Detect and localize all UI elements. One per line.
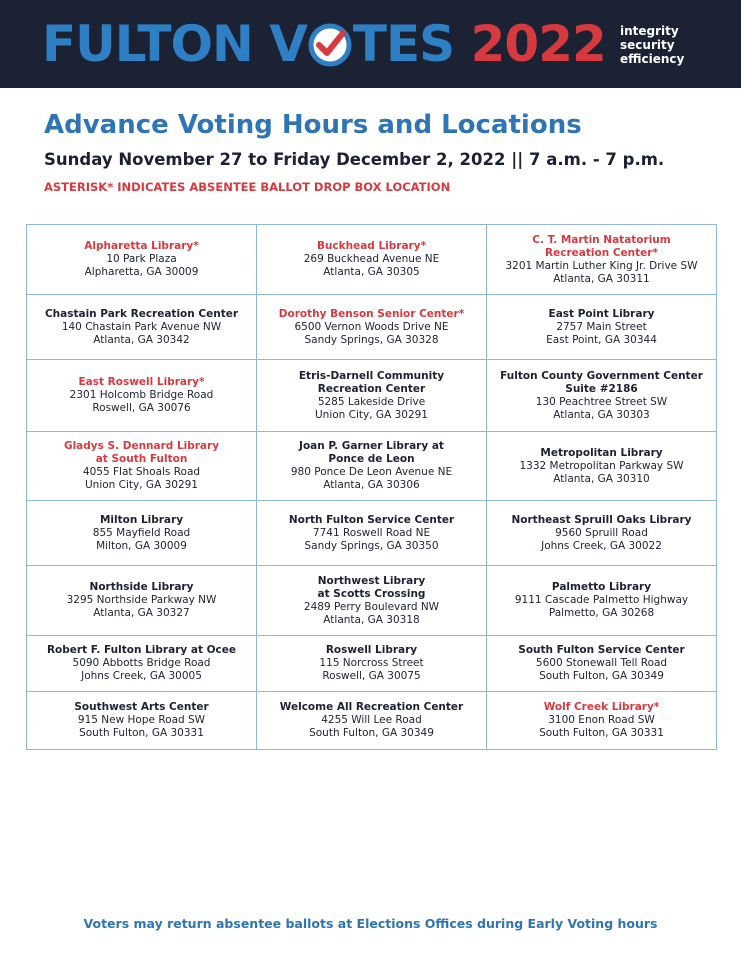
checkmark-ballot-icon bbox=[308, 23, 352, 67]
location-city: Johns Creek, GA 30005 bbox=[81, 670, 202, 682]
location-street: 269 Buckhead Avenue NE bbox=[303, 253, 440, 265]
location-cell bbox=[487, 432, 717, 501]
location-cell bbox=[27, 432, 257, 501]
location-name: East Point Library bbox=[548, 307, 655, 320]
location-city: East Point, GA 30344 bbox=[546, 333, 657, 346]
location-name: at South Fulton bbox=[95, 453, 188, 465]
location-city: Union City, GA 30291 bbox=[85, 479, 198, 491]
location-city: South Fulton, GA 30349 bbox=[539, 670, 664, 682]
location-city: Union City, GA 30291 bbox=[315, 408, 428, 421]
table-row bbox=[27, 501, 717, 566]
location-cell bbox=[487, 636, 717, 692]
location-name: Alpharetta Library* bbox=[84, 240, 199, 252]
location-name: North Fulton Service Center bbox=[288, 513, 455, 526]
location-name: Recreation Center* bbox=[545, 246, 658, 259]
location-name: Chastain Park Recreation Center bbox=[44, 307, 239, 320]
location-name: Northside Library bbox=[89, 581, 194, 593]
location-cell bbox=[27, 692, 257, 750]
locations-table bbox=[26, 224, 717, 750]
brand-text-tes: TES bbox=[352, 15, 455, 73]
location-cell bbox=[487, 225, 717, 295]
location-city: Roswell, GA 30075 bbox=[322, 670, 421, 682]
location-street: 9560 Spruill Road bbox=[555, 526, 648, 539]
location-street: 3201 Martin Luther King Jr. Drive SW bbox=[505, 259, 698, 272]
location-street: 5285 Lakeside Drive bbox=[317, 395, 426, 408]
location-street: 4255 Will Lee Road bbox=[321, 714, 422, 726]
location-street: 2301 Holcomb Bridge Road bbox=[69, 389, 214, 401]
location-name: South Fulton Service Center bbox=[518, 644, 685, 656]
location-street: 855 Mayfield Road bbox=[92, 526, 191, 539]
location-street: 130 Peachtree Street SW bbox=[535, 395, 668, 408]
location-city: South Fulton, GA 30331 bbox=[79, 727, 204, 739]
table-row bbox=[27, 295, 717, 360]
location-name: Welcome All Recreation Center bbox=[279, 701, 464, 713]
location-cell bbox=[257, 432, 487, 501]
location-name: Milton Library bbox=[99, 513, 184, 526]
location-cell bbox=[257, 566, 487, 636]
location-cell bbox=[257, 501, 487, 566]
location-street: 1332 Metropolitan Parkway SW bbox=[519, 459, 684, 472]
table-row bbox=[27, 566, 717, 636]
location-city: Atlanta, GA 30310 bbox=[553, 472, 650, 485]
location-name: Robert F. Fulton Library at Ocee bbox=[46, 644, 237, 656]
location-street: 7741 Roswell Road NE bbox=[312, 526, 431, 539]
footer-note: Voters may return absentee ballots at Elections Offices during Early Voting hours bbox=[83, 916, 658, 931]
location-street: 2489 Perry Boulevard NW bbox=[303, 600, 440, 613]
tagline-security: security bbox=[620, 38, 675, 52]
location-city: Atlanta, GA 30318 bbox=[323, 613, 420, 626]
location-name: Roswell Library bbox=[325, 644, 418, 656]
location-street: 6500 Vernon Woods Drive NE bbox=[294, 320, 449, 333]
table-row bbox=[27, 225, 717, 295]
location-city: Sandy Springs, GA 30350 bbox=[304, 539, 439, 552]
tagline-efficiency: efficiency bbox=[620, 52, 685, 66]
page-title: Advance Voting Hours and Locations bbox=[44, 110, 582, 140]
location-name: Northwest Library bbox=[317, 574, 426, 587]
location-city: Atlanta, GA 30305 bbox=[323, 266, 420, 278]
location-street: 2757 Main Street bbox=[556, 320, 647, 333]
brand-year: 2022 bbox=[470, 15, 606, 73]
drop-box-note: ASTERISK* INDICATES ABSENTEE BALLOT DROP BOX LOCATION bbox=[44, 180, 451, 194]
location-cell bbox=[487, 692, 717, 750]
location-city: Palmetto, GA 30268 bbox=[548, 607, 655, 619]
location-name: Metropolitan Library bbox=[540, 446, 663, 459]
location-name: Southwest Arts Center bbox=[74, 701, 209, 713]
location-street: 5090 Abbotts Bridge Road bbox=[72, 657, 211, 669]
location-city: South Fulton, GA 30349 bbox=[309, 727, 434, 739]
location-name: Etris-Darnell Community bbox=[298, 369, 445, 382]
table-row bbox=[27, 432, 717, 501]
table-row bbox=[27, 692, 717, 750]
brand-text-fulton-v: FULTON V bbox=[42, 15, 307, 73]
location-name: Northeast Spruill Oaks Library bbox=[511, 513, 692, 526]
location-cell bbox=[487, 566, 717, 636]
location-street: 10 Park Plaza bbox=[106, 253, 177, 265]
location-cell bbox=[487, 360, 717, 432]
location-city: South Fulton, GA 30331 bbox=[539, 727, 664, 739]
location-city: Atlanta, GA 30306 bbox=[323, 479, 420, 491]
location-city: Roswell, GA 30076 bbox=[92, 402, 191, 414]
location-name: at Scotts Crossing bbox=[317, 587, 426, 600]
table-row bbox=[27, 360, 717, 432]
tagline-integrity: integrity bbox=[620, 24, 679, 38]
table-row bbox=[27, 636, 717, 692]
location-name: Gladys S. Dennard Library bbox=[63, 440, 220, 452]
tagline bbox=[620, 24, 684, 66]
location-name: Palmetto Library bbox=[551, 581, 652, 593]
location-cell bbox=[27, 636, 257, 692]
location-cell bbox=[487, 295, 717, 360]
location-name: Buckhead Library* bbox=[316, 240, 427, 252]
location-city: Atlanta, GA 30311 bbox=[553, 272, 650, 285]
location-city: Atlanta, GA 30342 bbox=[93, 333, 190, 346]
location-city: Johns Creek, GA 30022 bbox=[541, 539, 662, 552]
location-name: Suite #2186 bbox=[565, 382, 638, 395]
location-cell bbox=[487, 501, 717, 566]
location-name: Recreation Center bbox=[317, 382, 426, 395]
location-cell bbox=[257, 295, 487, 360]
location-street: 3295 Northside Parkway NW bbox=[66, 594, 217, 606]
location-cell bbox=[257, 225, 487, 295]
location-city: Atlanta, GA 30327 bbox=[93, 607, 190, 619]
location-street: 4055 Flat Shoals Road bbox=[82, 466, 201, 478]
location-name: Joan P. Garner Library at bbox=[299, 440, 444, 452]
location-cell bbox=[257, 360, 487, 432]
location-name: East Roswell Library* bbox=[78, 376, 205, 388]
location-cell bbox=[27, 360, 257, 432]
location-cell bbox=[27, 295, 257, 360]
location-street: 980 Ponce De Leon Avenue NE bbox=[290, 466, 453, 478]
location-cell bbox=[27, 566, 257, 636]
location-street: 3100 Enon Road SW bbox=[548, 714, 655, 726]
header-banner bbox=[0, 0, 741, 88]
location-city: Alpharetta, GA 30009 bbox=[84, 266, 199, 278]
location-cell bbox=[257, 692, 487, 750]
location-cell bbox=[257, 636, 487, 692]
location-street: 140 Chastain Park Avenue NW bbox=[61, 320, 222, 333]
location-street: 915 New Hope Road SW bbox=[77, 714, 206, 726]
location-name: C. T. Martin Natatorium bbox=[532, 233, 671, 246]
location-name: Dorothy Benson Senior Center* bbox=[278, 307, 465, 320]
location-street: 5600 Stonewall Tell Road bbox=[535, 657, 668, 669]
location-name: Fulton County Government Center bbox=[500, 369, 703, 382]
location-name: Wolf Creek Library* bbox=[543, 701, 660, 713]
location-street: 9111 Cascade Palmetto Highway bbox=[514, 594, 689, 606]
dates-hours-subtitle: Sunday November 27 to Friday December 2, 2022 || 7 a.m. - 7 p.m. bbox=[44, 150, 665, 169]
location-cell bbox=[27, 501, 257, 566]
location-city: Sandy Springs, GA 30328 bbox=[304, 333, 439, 346]
location-city: Atlanta, GA 30303 bbox=[553, 408, 650, 421]
location-cell bbox=[27, 225, 257, 295]
location-street: 115 Norcross Street bbox=[319, 657, 424, 669]
location-city: Milton, GA 30009 bbox=[96, 539, 187, 552]
location-name: Ponce de Leon bbox=[328, 453, 415, 465]
brand-logo bbox=[42, 14, 606, 74]
